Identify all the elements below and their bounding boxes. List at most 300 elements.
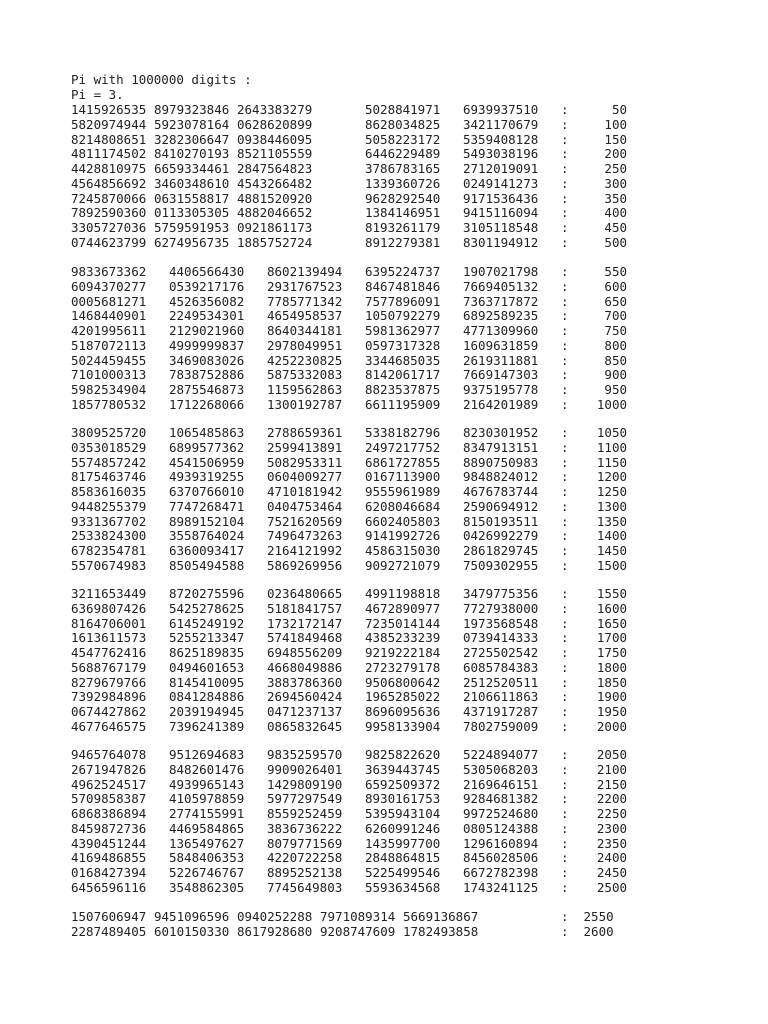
digit-block: 1712268066 [169, 396, 245, 412]
digit-block: 9825822620 [365, 747, 441, 762]
digit-block: 7235014144 [365, 615, 441, 631]
separator-colon: : [561, 543, 569, 558]
digit-block: 4771309960 [463, 323, 539, 338]
digit-block: 4469584865 [169, 820, 245, 836]
digit-block: 4654958537 [267, 308, 343, 324]
digit-block: 0597317328 [365, 337, 441, 353]
digit-block: 2931767523 [267, 278, 343, 294]
digit-count: 1000 [596, 396, 627, 412]
digit-count: 300 [604, 175, 627, 191]
digit-count: 650 [604, 293, 627, 309]
digit-block: 9628292540 [365, 190, 441, 206]
separator-colon: : [561, 689, 569, 705]
digit-block: 2497217752 [365, 439, 441, 455]
separator-colon: : [561, 205, 569, 221]
digit-count: 2000 [596, 718, 627, 734]
digit-block: 0426992279 [463, 528, 539, 544]
digit-count: 850 [604, 352, 627, 368]
digit-block: 6659334461 [154, 161, 230, 176]
digit-block: 5181841757 [267, 600, 343, 616]
digit-count: 50 [611, 102, 627, 117]
digit-block: 5688767179 [71, 659, 147, 675]
digit-block: 0471237137 [267, 704, 343, 719]
digit-block: 1885752724 [237, 234, 313, 250]
digit-block: 9208747609 [320, 923, 396, 939]
digit-block: 9219222184 [365, 645, 441, 660]
digit-block: 9448255379 [71, 498, 147, 514]
digit-block: 8301194912 [463, 234, 539, 250]
digit-count: 750 [604, 323, 627, 338]
digit-block: 4105978859 [169, 791, 245, 807]
digit-block: 1782493858 [403, 923, 479, 939]
digit-block: 7892590360 [71, 205, 147, 221]
digit-block: 8505494588 [169, 557, 245, 573]
digit-block: 5226746767 [169, 865, 245, 880]
separator-colon: : [561, 865, 569, 880]
digit-count: 1750 [596, 645, 627, 660]
digit-count: 1600 [596, 600, 627, 616]
digit-block: 4676783744 [463, 484, 539, 499]
digit-count: 900 [604, 367, 627, 383]
digit-block: 5028841971 [365, 102, 441, 117]
digit-block: 4371917287 [463, 704, 539, 719]
digit-block: 9555961989 [365, 484, 441, 499]
digit-block: 8230301952 [463, 425, 539, 440]
digit-block: 4882046652 [237, 205, 313, 221]
digit-block: 4672890977 [365, 600, 441, 616]
digit-block: 3305727036 [71, 220, 147, 235]
digit-block: 6360093417 [169, 543, 245, 558]
digit-block: 0353018529 [71, 439, 147, 455]
digit-block: 3282306647 [154, 131, 230, 147]
digit-count: 950 [604, 382, 627, 397]
separator-colon: : [561, 645, 569, 660]
digit-block: 6260991246 [365, 820, 441, 836]
digit-block: 4428810975 [71, 161, 147, 176]
digit-count: 1350 [596, 513, 627, 529]
digit-block: 6208046684 [365, 498, 441, 514]
digit-block: 3105118548 [463, 220, 539, 235]
digit-count: 1550 [596, 586, 627, 601]
digit-count: 200 [604, 146, 627, 162]
digit-count: 1950 [596, 704, 627, 719]
digit-block: 7747268471 [169, 498, 245, 514]
digit-block: 6592509372 [365, 776, 441, 792]
digit-block: 9415116094 [463, 205, 539, 221]
digit-block: 4677646575 [71, 718, 147, 734]
digit-block: 2106611863 [463, 689, 539, 705]
digit-count: 700 [604, 308, 627, 324]
digit-block: 1973568548 [463, 615, 539, 631]
digit-block: 0631558817 [154, 190, 230, 206]
separator-colon: : [561, 425, 569, 440]
digit-block: 1468440901 [71, 308, 147, 324]
digit-block: 3883786360 [267, 674, 343, 690]
digit-block: 7727938000 [463, 600, 539, 616]
separator-colon: : [561, 352, 569, 368]
digit-block: 2287489405 [71, 923, 147, 939]
digit-block: 4668049886 [267, 659, 343, 675]
separator-colon: : [561, 190, 569, 206]
digit-count: 400 [604, 205, 627, 221]
digit-count: 1500 [596, 557, 627, 573]
digit-block: 6395224737 [365, 264, 441, 279]
digit-block: 2694560424 [267, 689, 343, 705]
digit-count: 2350 [596, 835, 627, 851]
digit-block: 5875332083 [267, 367, 343, 383]
digit-block: 5923078164 [154, 116, 230, 132]
digit-block: 8279679766 [71, 674, 147, 690]
separator-colon: : [561, 909, 569, 924]
digit-block: 8823537875 [365, 382, 441, 397]
separator-colon: : [561, 234, 569, 250]
separator-colon: : [561, 820, 569, 836]
digit-block: 7785771342 [267, 293, 343, 309]
separator-colon: : [561, 557, 569, 573]
digit-block: 0805124388 [463, 820, 539, 836]
separator-colon: : [561, 513, 569, 529]
digit-block: 3558764024 [169, 528, 245, 544]
digit-block: 2599413891 [267, 439, 343, 455]
digit-block: 8617928680 [237, 923, 313, 939]
digit-count: 1250 [596, 484, 627, 499]
digit-block: 2164121992 [267, 543, 343, 558]
digit-block: 9141992726 [365, 528, 441, 544]
digit-block: 4939965143 [169, 776, 245, 792]
separator-colon: : [561, 469, 569, 485]
digit-count: 1100 [596, 439, 627, 455]
digit-block: 5024459455 [71, 352, 147, 368]
digit-block: 8895252138 [267, 865, 343, 880]
digit-block: 3211653449 [71, 586, 147, 601]
digit-block: 1609631859 [463, 337, 539, 353]
digit-block: 0841284886 [169, 689, 245, 705]
digit-block: 9835259570 [267, 747, 343, 762]
digit-block: 2164201989 [463, 396, 539, 412]
digit-block: 3639443745 [365, 761, 441, 777]
digit-block: 0494601653 [169, 659, 245, 675]
digit-block: 7363717872 [463, 293, 539, 309]
digit-block: 1613611573 [71, 630, 147, 646]
digit-block: 0744623799 [71, 234, 147, 250]
digit-block: 1435997700 [365, 835, 441, 851]
separator-colon: : [561, 382, 569, 397]
separator-colon: : [561, 674, 569, 690]
separator-colon: : [561, 718, 569, 734]
digit-block: 4543266482 [237, 175, 313, 191]
digit-block: 0938446095 [237, 131, 313, 147]
digit-block: 9171536436 [463, 190, 539, 206]
digit-block: 0168427394 [71, 865, 147, 880]
separator-colon: : [561, 659, 569, 675]
digit-block: 9958133904 [365, 718, 441, 734]
digit-block: 5820974944 [71, 116, 147, 132]
digit-block: 6094370277 [71, 278, 147, 294]
digit-block: 1384146951 [365, 205, 441, 221]
digit-block: 4201995611 [71, 323, 147, 338]
digit-block: 7396241389 [169, 718, 245, 734]
digit-block: 8145410095 [169, 674, 245, 690]
digit-count: 100 [604, 116, 627, 132]
digit-block: 6085784383 [463, 659, 539, 675]
digit-block: 2978049951 [267, 337, 343, 353]
digit-block: 6370766010 [169, 484, 245, 499]
digit-block: 5593634568 [365, 879, 441, 895]
digit-block: 1296160894 [463, 835, 539, 851]
digit-block: 9909026401 [267, 761, 343, 777]
digit-count: 1850 [596, 674, 627, 690]
digit-count: 2050 [596, 747, 627, 762]
digit-block: 2533824300 [71, 528, 147, 544]
digit-block: 5224894077 [463, 747, 539, 762]
digit-block: 5741849468 [267, 630, 343, 646]
digit-block: 9451096596 [154, 909, 230, 924]
digit-block: 9375195778 [463, 382, 539, 397]
digit-block: 1857780532 [71, 396, 147, 412]
digit-block: 9833673362 [71, 264, 147, 279]
separator-colon: : [561, 175, 569, 191]
separator-colon: : [561, 806, 569, 821]
digit-block: 2129021960 [169, 323, 245, 338]
digit-block: 2249534301 [169, 308, 245, 324]
digit-block: 7971089314 [320, 909, 396, 924]
pi-prefix-line: Pi = 3. [71, 87, 124, 102]
digit-count: 1050 [596, 425, 627, 440]
digit-block: 8079771569 [267, 835, 343, 851]
digit-block: 5848406353 [169, 850, 245, 866]
separator-colon: : [561, 337, 569, 353]
digit-block: 6369807426 [71, 600, 147, 616]
digit-count: 2550 [576, 909, 614, 924]
digit-block: 8214808651 [71, 131, 147, 147]
digit-block: 3469083026 [169, 352, 245, 368]
digit-block: 7838752886 [169, 367, 245, 383]
digit-block: 8696095636 [365, 704, 441, 719]
title-line: Pi with 1000000 digits : [71, 72, 252, 87]
digit-block: 4881520920 [237, 190, 313, 206]
digit-block: 3836736222 [267, 820, 343, 836]
digit-block: 6602405803 [365, 513, 441, 529]
separator-colon: : [561, 484, 569, 499]
separator-colon: : [561, 323, 569, 338]
digit-block: 6145249192 [169, 615, 245, 631]
separator-colon: : [561, 600, 569, 616]
separator-colon: : [561, 161, 569, 176]
digit-count: 250 [604, 161, 627, 176]
digit-block: 6948556209 [267, 645, 343, 660]
separator-colon: : [561, 131, 569, 147]
digit-block: 6611195909 [365, 396, 441, 412]
digit-block: 1965285022 [365, 689, 441, 705]
digit-block: 1907021798 [463, 264, 539, 279]
digit-block: 9092721079 [365, 557, 441, 573]
separator-colon: : [561, 761, 569, 777]
digit-block: 0167113900 [365, 469, 441, 485]
digit-count: 1200 [596, 469, 627, 485]
digit-count: 2200 [596, 791, 627, 807]
digit-block: 0865832645 [267, 718, 343, 734]
digit-block: 0739414333 [463, 630, 539, 646]
digit-block: 0604009277 [267, 469, 343, 485]
digit-block: 0674427862 [71, 704, 147, 719]
digit-block: 6861727855 [365, 454, 441, 470]
digit-block: 5570674983 [71, 557, 147, 573]
digit-block: 1429809190 [267, 776, 343, 792]
digit-block: 8628034825 [365, 116, 441, 132]
digit-block: 2712019091 [463, 161, 539, 176]
digit-block: 8347913151 [463, 439, 539, 455]
separator-colon: : [561, 293, 569, 309]
digit-block: 2875546873 [169, 382, 245, 397]
separator-colon: : [561, 498, 569, 514]
digit-count: 350 [604, 190, 627, 206]
digit-block: 9848824012 [463, 469, 539, 485]
digit-count: 2450 [596, 865, 627, 880]
separator-colon: : [561, 396, 569, 412]
digit-block: 9331367702 [71, 513, 147, 529]
digit-block: 5493038196 [463, 146, 539, 162]
digit-block: 4169486855 [71, 850, 147, 866]
digit-block: 1050792279 [365, 308, 441, 324]
digit-block: 4999999837 [169, 337, 245, 353]
digit-block: 3460348610 [154, 175, 230, 191]
digit-block: 2725502542 [463, 645, 539, 660]
digit-block: 8890750983 [463, 454, 539, 470]
digit-count: 1300 [596, 498, 627, 514]
digit-block: 4586315030 [365, 543, 441, 558]
digit-block: 6899577362 [169, 439, 245, 455]
digit-block: 3344685035 [365, 352, 441, 368]
digit-block: 2861829745 [463, 543, 539, 558]
digit-block: 9972524680 [463, 806, 539, 821]
separator-colon: : [561, 308, 569, 324]
digit-block: 4547762416 [71, 645, 147, 660]
digit-block: 8164706001 [71, 615, 147, 631]
separator-colon: : [561, 850, 569, 866]
digit-count: 1700 [596, 630, 627, 646]
digit-block: 5187072113 [71, 337, 147, 353]
digit-block: 1065485863 [169, 425, 245, 440]
digit-block: 5255213347 [169, 630, 245, 646]
digit-block: 0628620899 [237, 116, 313, 132]
digit-block: 0921861173 [237, 220, 313, 235]
separator-colon: : [561, 791, 569, 807]
digit-block: 1159562863 [267, 382, 343, 397]
digit-block: 2788659361 [267, 425, 343, 440]
digit-block: 7392984896 [71, 689, 147, 705]
digit-block: 3479775356 [463, 586, 539, 601]
digit-block: 2848864815 [365, 850, 441, 866]
digit-block: 1415926535 [71, 102, 147, 117]
digit-block: 8989152104 [169, 513, 245, 529]
digit-block: 3548862305 [169, 879, 245, 895]
separator-colon: : [561, 835, 569, 851]
digit-block: 4962524517 [71, 776, 147, 792]
digit-block: 8456028506 [463, 850, 539, 866]
digit-block: 4939319255 [169, 469, 245, 485]
digit-block: 6939937510 [463, 102, 539, 117]
digit-block: 5058223172 [365, 131, 441, 147]
digit-block: 8482601476 [169, 761, 245, 777]
digit-block: 2671947826 [71, 761, 147, 777]
digit-block: 3786783165 [365, 161, 441, 176]
digit-count: 2250 [596, 806, 627, 821]
digit-block: 2590694912 [463, 498, 539, 514]
digit-block: 8193261179 [365, 220, 441, 235]
digit-count: 1900 [596, 689, 627, 705]
digit-block: 5395943104 [365, 806, 441, 821]
digit-block: 5981362977 [365, 323, 441, 338]
digit-block: 0404753464 [267, 498, 343, 514]
digit-block: 5982534904 [71, 382, 147, 397]
digit-block: 6868386894 [71, 806, 147, 821]
digit-block: 8175463746 [71, 469, 147, 485]
digit-block: 0236480665 [267, 586, 343, 601]
separator-colon: : [561, 923, 569, 939]
digit-block: 5082953311 [267, 454, 343, 470]
digit-block: 5305068203 [463, 761, 539, 777]
digit-block: 7245870066 [71, 190, 147, 206]
digit-block: 6892589235 [463, 308, 539, 324]
digit-block: 3809525720 [71, 425, 147, 440]
separator-colon: : [561, 630, 569, 646]
digit-block: 5759591953 [154, 220, 230, 235]
digit-block: 7101000313 [71, 367, 147, 383]
digit-block: 5359408128 [463, 131, 539, 147]
digit-block: 1365497627 [169, 835, 245, 851]
digit-block: 6672782398 [463, 865, 539, 880]
digit-count: 2600 [576, 923, 614, 939]
digit-block: 9506800642 [365, 674, 441, 690]
digit-block: 8559252459 [267, 806, 343, 821]
digit-block: 8459872736 [71, 820, 147, 836]
separator-colon: : [561, 439, 569, 455]
separator-colon: : [561, 586, 569, 601]
digit-block: 4710181942 [267, 484, 343, 499]
digit-block: 9512694683 [169, 747, 245, 762]
separator-colon: : [561, 146, 569, 162]
digit-block: 1743241125 [463, 879, 539, 895]
digit-block: 2774155991 [169, 806, 245, 821]
digit-count: 1800 [596, 659, 627, 675]
digit-block: 8410270193 [154, 146, 230, 162]
separator-colon: : [561, 264, 569, 279]
digit-block: 7496473263 [267, 528, 343, 544]
digit-block: 6782354781 [71, 543, 147, 558]
digit-block: 8912279381 [365, 234, 441, 250]
digit-count: 2500 [596, 879, 627, 895]
digit-block: 4252230825 [267, 352, 343, 368]
digit-block: 5977297549 [267, 791, 343, 807]
digit-count: 600 [604, 278, 627, 294]
digit-block: 2039194945 [169, 704, 245, 719]
digit-block: 2619311881 [463, 352, 539, 368]
separator-colon: : [561, 776, 569, 792]
digit-block: 8720275596 [169, 586, 245, 601]
digit-count: 1150 [596, 454, 627, 470]
separator-colon: : [561, 879, 569, 895]
digit-block: 6456596116 [71, 879, 147, 895]
digit-block: 2169646151 [463, 776, 539, 792]
digit-block: 8640344181 [267, 323, 343, 338]
separator-colon: : [561, 116, 569, 132]
separator-colon: : [561, 615, 569, 631]
digit-block: 4541506959 [169, 454, 245, 470]
digit-block: 5338182796 [365, 425, 441, 440]
digit-block: 7521620569 [267, 513, 343, 529]
digit-block: 4385233239 [365, 630, 441, 646]
separator-colon: : [561, 454, 569, 470]
